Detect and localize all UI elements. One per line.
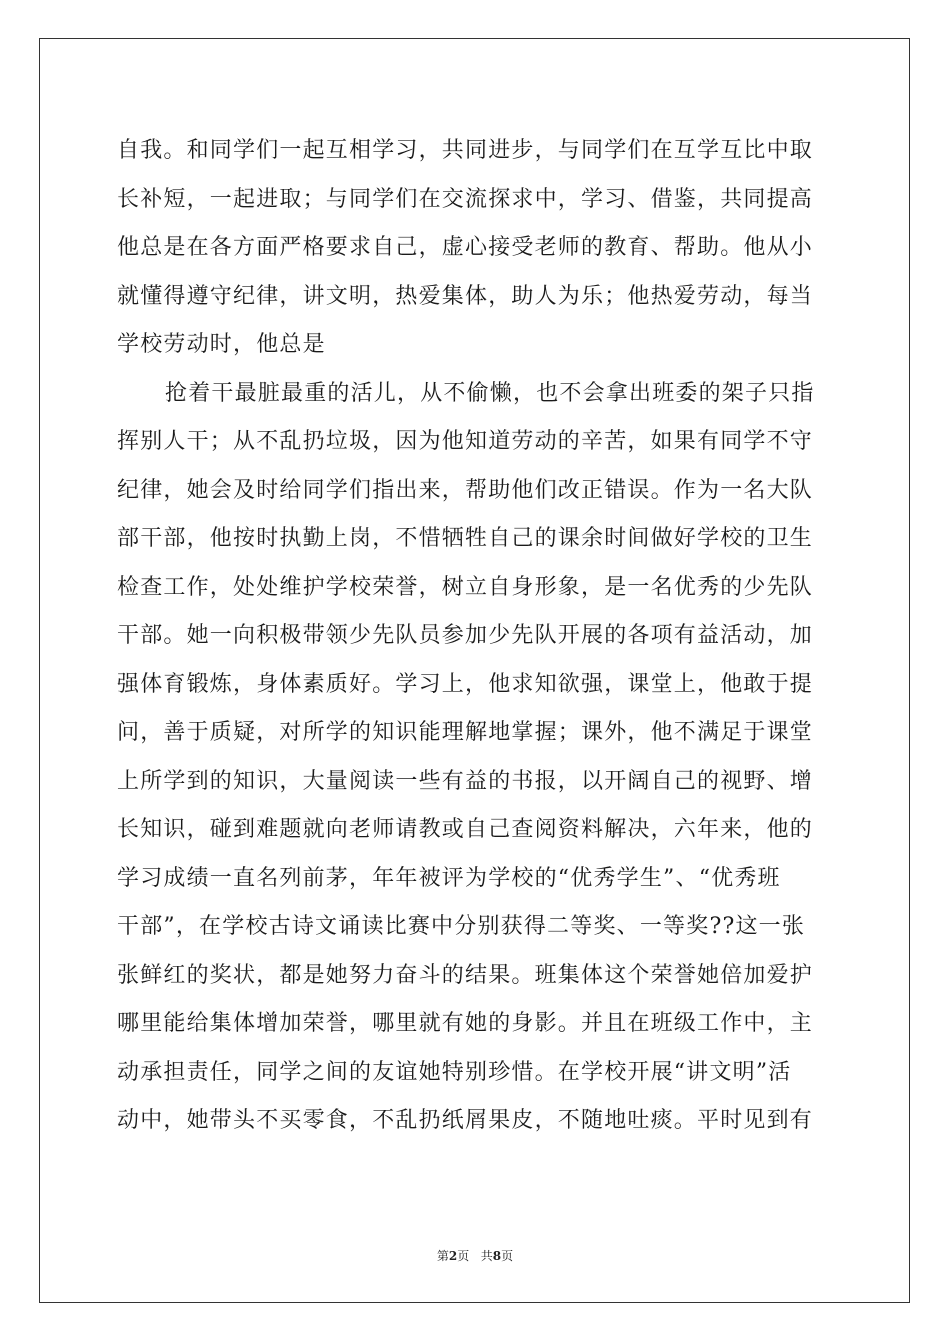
total-label-prefix: 共 [480,1249,493,1263]
page-number: 2 [448,1249,458,1263]
page-footer [0,1247,950,1264]
text-line: 上所学到的知识，大量阅读一些有益的书报，以开阔自己的视野、增 [117,768,814,794]
paragraph-1 [117,127,835,370]
text-line: 他总是在各方面严格要求自己，虚心接受老师的教育、帮助。他从小 [117,235,814,260]
text-line: 自我。和同学们一起互相学习，共同进步，与同学们在互学互比中取 [117,138,814,163]
page-label-suffix: 页 [457,1249,470,1263]
text-line: 动承担责任，同学之间的友谊她特别珍惜。在学校开展“讲文明”活 [117,1059,792,1085]
text-line: 哪里能给集体增加荣誉，哪里就有她的身影。并且在班级工作中，主 [117,1011,814,1036]
text-line: 长补短，一起进取；与同学们在交流探求中，学习、借鉴，共同提高 [117,186,814,212]
document-body [117,127,835,1146]
total-pages: 8 [492,1249,502,1263]
text-line: 纪律，她会及时给同学们指出来，帮助他们改正错误。作为一名大队 [117,477,814,503]
text-line: 问，善于质疑，对所学的知识能理解地掌握；课外，他不满足于课堂 [117,720,814,745]
text-line: 挥别人干；从不乱扔垃圾，因为他知道劳动的辛苦，如果有同学不守 [117,429,814,454]
text-line: 强体育锻炼，身体素质好。学习上，他求知欲强，课堂上，他敢于提 [117,671,814,697]
text-line: 动中，她带头不买零食，不乱扔纸屑果皮，不随地吐痰。平时见到有 [117,1108,814,1133]
text-line: 就懂得遵守纪律，讲文明，热爱集体，助人为乐；他热爱劳动，每当 [117,283,814,309]
total-label-suffix: 页 [501,1249,514,1263]
paragraph-2 [117,370,835,1146]
text-line: 长知识，碰到难题就向老师请教或自己查阅资料解决，六年来，他的 [117,817,814,842]
text-line: 干部”，在学校古诗文诵读比赛中分别获得二等奖、一等奖??这一张 [117,914,806,939]
text-line: 学习成绩一直名列前茅，年年被评为学校的“优秀学生”、“优秀班 [117,865,781,891]
text-line: 张鲜红的奖状，都是她努力奋斗的结果。班集体这个荣誉她倍加爱护 [117,962,814,988]
text-line: 部干部，他按时执勤上岗，不惜牺牲自己的课余时间做好学校的卫生 [117,526,814,551]
text-line: 抢着干最脏最重的活儿，从不偷懒，也不会拿出班委的架子只指 [165,380,815,406]
page-label-prefix: 第 [436,1249,449,1263]
text-line: 检查工作，处处维护学校荣誉，树立自身形象，是一名优秀的少先队 [117,574,814,600]
text-line: 学校劳动时，他总是 [117,332,326,357]
text-line: 干部。她一向积极带领少先队员参加少先队开展的各项有益活动，加 [117,623,814,648]
